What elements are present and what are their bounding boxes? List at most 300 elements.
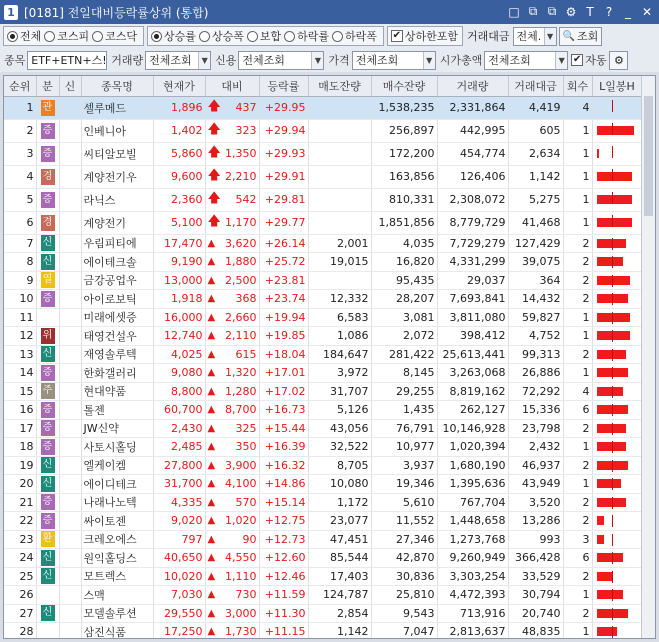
price-cell: 16,000 [153,308,205,327]
amount-cell: 48,835 [508,623,563,640]
table-row[interactable] [4,438,642,457]
credit-cell [59,549,81,568]
badge-cell [36,188,59,211]
up-triangle-icon: ▲ [207,552,216,564]
daily-candle-cell [592,165,642,188]
window-icon[interactable]: □ [508,4,520,19]
badge-cell [36,493,59,512]
candle-wick [612,478,613,490]
buy-remain-cell: 2,072 [371,327,437,346]
badge-cell [36,401,59,420]
daily-candle-cell [592,96,642,119]
column-header[interactable]: 신 [59,76,81,96]
column-header[interactable]: 매수잔량 [371,76,437,96]
table-row[interactable] [4,623,642,640]
table-row[interactable] [4,549,642,568]
candle-wick [612,293,613,305]
stock-name-cell[interactable]: 태영건설우 [81,327,153,346]
price-combo[interactable]: 전체조회 ▼ [352,51,436,70]
window-number: 1 [4,5,18,20]
status-badge: 신 [41,550,55,566]
radio-group1-2[interactable]: 코스닥 [92,28,137,44]
table-row[interactable] [4,475,642,494]
count-cell: 1 [563,188,592,211]
diff-cell: ▲ 325 [205,419,259,438]
diff-cell: ▲ 2,500 [205,271,259,290]
diff-cell: 🡅 1,170 [205,211,259,234]
amount-cell: 127,429 [508,234,563,253]
rank-cell: 26 [4,586,36,605]
link-icon[interactable]: ⧉ [547,4,557,18]
candle-bar [597,535,604,544]
volume-cell: 1,448,658 [437,512,508,531]
amount-cell: 3,520 [508,493,563,512]
stock-name-cell[interactable]: 에이디테크 [81,475,153,494]
candle-bar [597,126,634,135]
stock-name-cell[interactable]: 나래나노텍 [81,493,153,512]
diff-cell: ▲ 1,730 [205,623,259,640]
volume-cell: 767,704 [437,493,508,512]
table-row[interactable] [4,364,642,383]
diff-cell: ▲ 3,620 [205,234,259,253]
table-row[interactable] [4,493,642,512]
amount-cell: 46,937 [508,456,563,475]
upper-limit-check[interactable] [387,26,463,46]
badge-cell [36,382,59,401]
stock-name-cell[interactable]: 계양전기 [81,211,153,234]
volume-cell: 3,263,068 [437,364,508,383]
stock-name-cell[interactable]: 금강공업우 [81,271,153,290]
buy-remain-cell: 9,543 [371,604,437,623]
buy-remain-cell: 1,538,235 [371,96,437,119]
radio-group2-3[interactable]: 하락률 [284,28,329,44]
volume-cell: 398,412 [437,327,508,346]
count-cell: 2 [563,512,592,531]
badge-cell [36,419,59,438]
stock-name-cell[interactable]: 삼진식품 [81,623,153,640]
status-badge: 신 [41,235,55,251]
badge-cell [36,475,59,494]
sell-remain-cell [308,119,371,142]
diff-cell: ▲ 4,550 [205,549,259,568]
buy-remain-cell: 25,810 [371,586,437,605]
status-badge: 증 [41,402,55,418]
rank-cell: 15 [4,382,36,401]
rank-cell: 24 [4,549,36,568]
badge-cell [36,308,59,327]
stock-name-cell[interactable]: 씨티알모빌 [81,142,153,165]
stock-name-cell[interactable]: 엘케이켐 [81,456,153,475]
dropdown-arrow-icon [107,52,108,69]
daily-candle-cell [592,530,642,549]
up-arrow-icon: 🡅 [207,144,221,160]
badge-cell [36,119,59,142]
sell-remain-cell: 124,787 [308,586,371,605]
checkbox-icon[interactable]: ✔ [392,30,402,41]
rate-cell: +29.93 [259,142,308,165]
up-triangle-icon: ▲ [207,348,216,360]
option-bar [0,24,659,48]
stock-name-cell[interactable]: 라닉스 [81,188,153,211]
radio-group2-0[interactable]: 상승률 [151,28,196,44]
up-triangle-icon: ▲ [207,441,216,453]
column-header[interactable]: 종목명 [81,76,153,96]
sell-remain-cell: 1,086 [308,327,371,346]
diff-cell: 🡅 542 [205,188,259,211]
radio-group1-0[interactable]: 전체 [7,28,41,44]
table-row[interactable] [4,96,642,119]
count-cell: 1 [563,475,592,494]
volume-cell: 10,146,928 [437,419,508,438]
close-icon[interactable]: ✕ [641,4,653,19]
table-row[interactable] [4,382,642,401]
up-triangle-icon: ▲ [207,330,216,342]
count-cell: 1 [563,308,592,327]
diff-cell: ▲ 1,020 [205,512,259,531]
rank-cell: 13 [4,345,36,364]
buy-remain-cell: 10,977 [371,438,437,457]
sell-remain-cell [308,271,371,290]
daily-candle-cell [592,493,642,512]
rate-cell: +15.14 [259,493,308,512]
diff-cell: ▲ 4,100 [205,475,259,494]
price-cell: 10,020 [153,567,205,586]
volume-cell: 7,729,279 [437,234,508,253]
credit-cell [59,586,81,605]
credit-cell [59,512,81,531]
price-cell: 2,485 [153,438,205,457]
scroll-thumb[interactable] [644,96,653,216]
badge-cell [36,271,59,290]
price-cell: 40,650 [153,549,205,568]
column-header[interactable]: 매도잔량 [308,76,371,96]
buy-remain-cell: 30,836 [371,567,437,586]
help-icon[interactable]: ? [605,4,613,19]
sell-remain-cell: 17,403 [308,567,371,586]
amount-cell: 4,419 [508,96,563,119]
table-row[interactable] [4,327,642,346]
column-header[interactable]: 거래량 [437,76,508,96]
buy-remain-cell: 28,207 [371,290,437,309]
amount-cell: 41,468 [508,211,563,234]
candle-bar [597,195,632,204]
badge-cell [36,327,59,346]
sell-remain-cell: 3,972 [308,364,371,383]
credit-cell [59,438,81,457]
rank-cell: 20 [4,475,36,494]
rank-cell: 3 [4,142,36,165]
candle-bar [597,331,630,340]
sell-remain-cell: 23,077 [308,512,371,531]
amount-cell: 1,142 [508,165,563,188]
buy-remain-cell: 163,856 [371,165,437,188]
sell-remain-cell: 1,142 [308,623,371,640]
table-row[interactable] [4,271,642,290]
column-header[interactable]: 현재가 [153,76,205,96]
amount-cell: 30,794 [508,586,563,605]
table-row[interactable] [4,512,642,531]
stock-name-cell[interactable]: JW신약 [81,419,153,438]
up-triangle-icon: ▲ [207,626,216,638]
price-cell: 17,470 [153,234,205,253]
badge-cell [36,142,59,165]
amount-cell: 72,292 [508,382,563,401]
sell-remain-cell: 32,522 [308,438,371,457]
badge-cell [36,586,59,605]
diff-cell: ▲ 2,110 [205,327,259,346]
daily-candle-cell [592,456,642,475]
table-row[interactable] [4,188,642,211]
radio-icon [199,31,210,42]
radio-group2-1[interactable]: 상승폭 [199,28,244,44]
stock-name-cell[interactable]: 사토시홀딩 [81,438,153,457]
credit-combo[interactable]: 전체조회 ▼ [238,51,324,70]
settings-button[interactable] [609,51,628,70]
daily-candle-cell [592,271,642,290]
status-badge: 열 [41,272,55,288]
column-header[interactable]: 분 [36,76,59,96]
volume-cell: 262,127 [437,401,508,420]
diff-cell: ▲ 3,000 [205,604,259,623]
price-cell: 29,550 [153,604,205,623]
count-cell: 2 [563,234,592,253]
candle-wick [612,256,613,268]
candle-bar [597,149,599,158]
dropdown-arrow-icon: ▼ [423,52,435,69]
rate-cell: +16.32 [259,456,308,475]
diff-cell: ▲ 350 [205,438,259,457]
candle-bar [597,590,623,599]
candle-wick [612,215,613,227]
count-cell: 2 [563,290,592,309]
status-badge: 신 [41,568,55,584]
candle-wick [612,534,613,546]
upper-limit-label: 상하한포함 [404,30,459,43]
diff-cell: ▲ 2,660 [205,308,259,327]
status-badge: 증 [41,494,55,510]
amount-cell: 366,428 [508,549,563,568]
price-cell: 9,190 [153,253,205,272]
stock-name-cell[interactable]: 모트렉스 [81,567,153,586]
daily-candle-cell [592,290,642,309]
up-triangle-icon: ▲ [207,589,216,601]
candle-wick [612,100,613,112]
table-row[interactable] [4,165,642,188]
candle-bar [597,218,632,227]
rate-cell: +29.81 [259,188,308,211]
count-cell: 2 [563,604,592,623]
mcap-combo[interactable]: 전체조회 ▼ [484,51,568,70]
badge-cell [36,567,59,586]
stock-name-cell[interactable]: 현대약품 [81,382,153,401]
rank-cell: 8 [4,253,36,272]
stock-name-cell[interactable]: 미래에셋증 [81,308,153,327]
table-row[interactable] [4,253,642,272]
table-row[interactable] [4,345,642,364]
amount-cell: 99,313 [508,345,563,364]
market-radio-group [3,26,144,46]
up-triangle-icon: ▲ [207,367,216,379]
diff-cell: ▲ 730 [205,586,259,605]
radio-group1-1[interactable]: 코스피 [44,28,89,44]
amount-cell: 13,286 [508,512,563,531]
daily-candle-cell [592,604,642,623]
rate-cell: +29.91 [259,165,308,188]
column-header[interactable]: 거래대금 [508,76,563,96]
stock-name-cell[interactable]: 셀루메드 [81,96,153,119]
credit-cell [59,364,81,383]
radio-icon [44,31,55,42]
amount-combo[interactable]: 전체. ▼ [513,27,557,46]
checkbox-icon[interactable]: ✔ [573,54,582,65]
volume-cell: 8,779,729 [437,211,508,234]
status-badge: 주 [41,383,55,399]
status-badge: 증 [41,192,55,208]
volume-cell: 2,813,637 [437,623,508,640]
daily-candle-cell [592,419,642,438]
stock-name-cell[interactable]: 아이로보틱 [81,290,153,309]
column-header[interactable]: 순위 [4,76,36,96]
buy-remain-cell: 1,851,856 [371,211,437,234]
candle-bar [597,572,612,581]
count-cell: 1 [563,142,592,165]
table-row[interactable] [4,456,642,475]
rate-cell: +12.60 [259,549,308,568]
volume-cell: 25,613,441 [437,345,508,364]
rate-cell: +12.75 [259,512,308,531]
amount-cell: 605 [508,119,563,142]
auto-check[interactable]: ✔ 자동 [573,54,607,67]
settings-icon[interactable]: ⚙ [565,4,577,19]
sell-remain-cell: 6,583 [308,308,371,327]
stock-name-cell[interactable]: 계양전기우 [81,165,153,188]
stock-name-cell[interactable]: 우림피티에 [81,234,153,253]
buy-remain-cell: 3,937 [371,456,437,475]
table-row[interactable] [4,567,642,586]
copy-icon[interactable]: ⧉ [528,4,538,18]
rank-cell: 9 [4,271,36,290]
candle-bar [597,387,623,396]
stock-name-cell[interactable]: 재영솔루텍 [81,345,153,364]
table-row[interactable] [4,586,642,605]
sell-remain-cell: 8,705 [308,456,371,475]
rank-cell: 22 [4,512,36,531]
stock-name-cell[interactable]: 인베니아 [81,119,153,142]
stock-name-cell[interactable]: 싸이토젠 [81,512,153,531]
rank-cell: 1 [4,96,36,119]
price-cell: 5,100 [153,211,205,234]
rank-cell: 12 [4,327,36,346]
column-header[interactable]: 대비 [205,76,259,96]
table-row[interactable] [4,142,642,165]
count-cell: 4 [563,96,592,119]
count-cell: 1 [563,165,592,188]
stock-name-cell[interactable]: 톨젠 [81,401,153,420]
query-button[interactable]: 🔍 조회 [559,27,603,46]
minimize-icon[interactable]: _ [625,4,631,19]
radio-group2-2[interactable]: 보합 [247,28,281,44]
candle-wick [612,386,613,398]
table-row[interactable] [4,401,642,420]
count-cell: 2 [563,567,592,586]
sort-radio-group [147,26,384,46]
buy-remain-cell: 95,435 [371,271,437,290]
rank-cell: 6 [4,211,36,234]
table-row[interactable] [4,119,642,142]
table-row[interactable] [4,234,642,253]
text-icon[interactable]: T [586,4,594,19]
rank-cell: 17 [4,419,36,438]
up-triangle-icon: ▲ [207,256,216,268]
radio-group2-4[interactable]: 하락폭 [332,28,377,44]
rate-cell: +17.01 [259,364,308,383]
badge-cell [36,96,59,119]
radio-icon [92,31,103,42]
rate-cell: +19.94 [259,308,308,327]
up-triangle-icon: ▲ [207,533,216,545]
rank-cell: 7 [4,234,36,253]
diff-cell: ▲ 1,320 [205,364,259,383]
rate-cell: +29.77 [259,211,308,234]
stock-name-cell[interactable]: 한화갤러리 [81,364,153,383]
column-header[interactable]: 등락률 [259,76,308,96]
volume-combo[interactable]: 전체조회 ▼ [145,51,211,70]
table-row[interactable] [4,308,642,327]
credit-label: 신용 [215,54,237,67]
amount-cell: 14,432 [508,290,563,309]
count-cell: 6 [563,549,592,568]
buy-remain-cell: 5,610 [371,493,437,512]
stock-name-cell[interactable]: 크레오에스 [81,530,153,549]
candle-wick [612,608,613,620]
stock-name-cell[interactable]: 원익홀딩스 [81,549,153,568]
sell-remain-cell: 31,707 [308,382,371,401]
table-row[interactable] [4,604,642,623]
diff-cell: ▲ 570 [205,493,259,512]
table-row[interactable] [4,419,642,438]
rate-cell: +12.46 [259,567,308,586]
vertical-scrollbar[interactable] [641,76,655,638]
candle-wick [612,192,613,204]
badge-cell [36,290,59,309]
radio-icon [151,31,162,42]
amount-cell: 23,798 [508,419,563,438]
credit-cell [59,96,81,119]
volume-cell: 2,331,864 [437,96,508,119]
title-bar [0,0,659,24]
column-header[interactable]: L일봉H [592,76,642,96]
price-cell: 4,335 [153,493,205,512]
badge-cell [36,456,59,475]
table-row[interactable] [4,530,642,549]
volume-cell: 713,916 [437,604,508,623]
sell-remain-cell: 2,001 [308,234,371,253]
stock-name-cell[interactable]: 스맥 [81,586,153,605]
column-header[interactable]: 회수 [563,76,592,96]
rank-cell: 5 [4,188,36,211]
item-combo[interactable]: ETF+ETN+스! [27,51,107,70]
count-cell: 1 [563,211,592,234]
table-row[interactable] [4,290,642,309]
status-badge: 경 [41,169,55,185]
diff-cell: ▲ 90 [205,530,259,549]
rate-cell: +26.14 [259,234,308,253]
volume-cell: 3,811,080 [437,308,508,327]
stock-name-cell[interactable]: 모델솔루션 [81,604,153,623]
candle-bar [597,479,621,488]
table-row[interactable] [4,211,642,234]
stock-name-cell[interactable]: 에이테크솔 [81,253,153,272]
